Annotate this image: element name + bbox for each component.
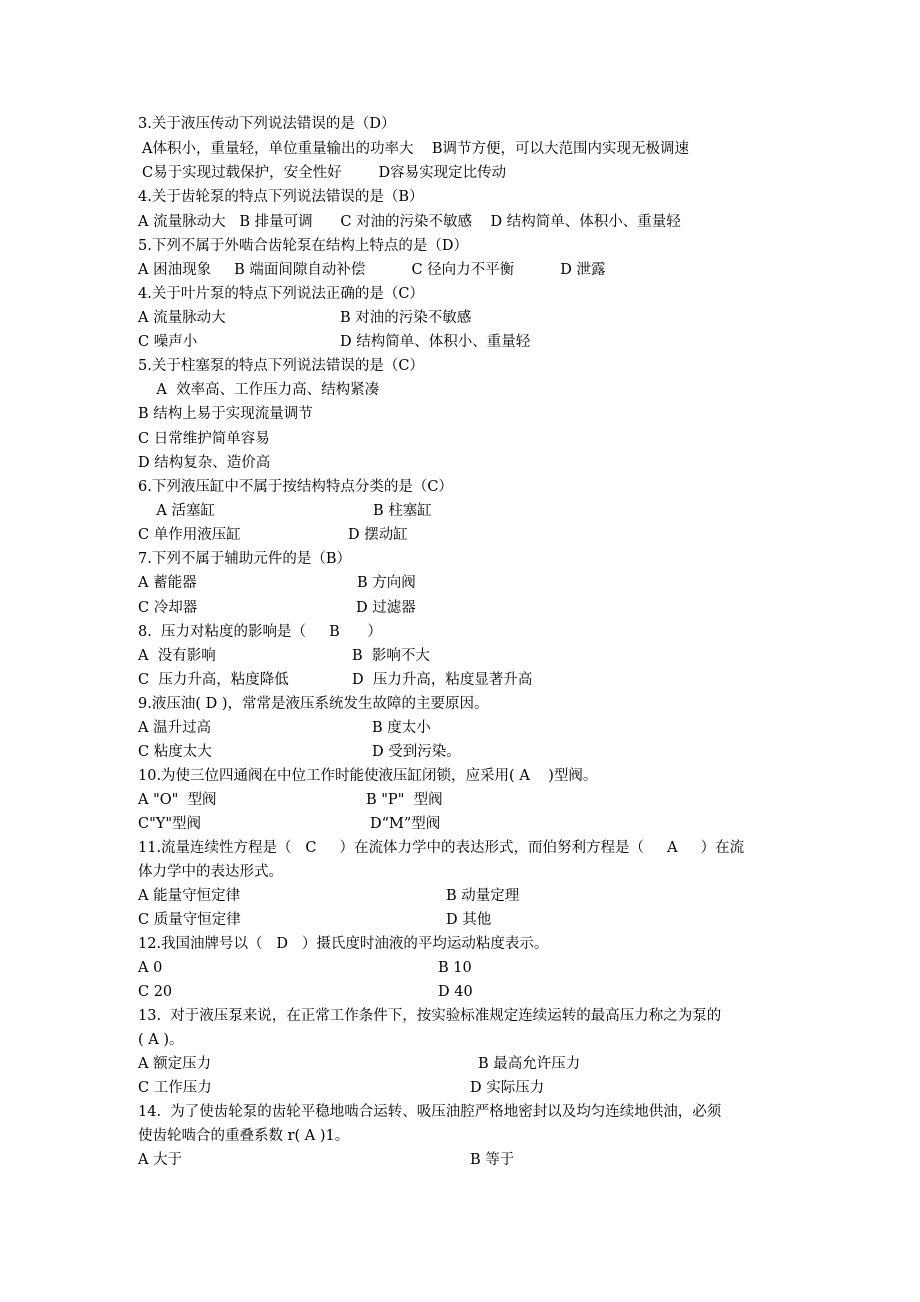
text-line (0, 860, 920, 884)
line-text: A 效率高、工作压力高、结构紧凑 (138, 382, 380, 398)
option-text: D 结构简单、体积小、重量轻 (340, 334, 531, 350)
text-line (0, 306, 920, 330)
line-text: C 噪声小 (138, 334, 198, 350)
text-line (0, 258, 920, 282)
line-text: 4.关于叶片泵的特点下列说法正确的是（C） (138, 286, 424, 302)
text-line (0, 788, 920, 812)
option-text: B 影响不大 (352, 648, 430, 664)
text-line (0, 282, 920, 306)
line-text: D 结构复杂、造价高 (138, 455, 271, 471)
line-text: B 结构上易于实现流量调节 (138, 406, 313, 422)
option-text: B 柱塞缸 (373, 503, 432, 519)
line-text: 7.下列不属于辅助元件的是（B） (138, 551, 351, 567)
text-line (0, 451, 920, 475)
line-text: C 质量守恒定律 (138, 912, 241, 928)
line-text: 使齿轮啮合的重叠系数 r( A )1。 (138, 1128, 350, 1144)
text-line (0, 547, 920, 571)
line-text: C"Y"型阀 (138, 816, 202, 832)
text-line (0, 596, 920, 620)
option-text: D 过滤器 (356, 600, 416, 616)
text-line (0, 210, 920, 234)
option-text: B 最高允许压力 (478, 1056, 581, 1072)
line-text: A 大于 (138, 1152, 183, 1168)
line-text: C 工作压力 (138, 1080, 212, 1096)
text-line (0, 620, 920, 644)
line-text: 12.我国油牌号以（ D ）摄氏度时油液的平均运动粘度表示。 (138, 936, 549, 952)
line-text: A体积小，重量轻，单位重量输出的功率大 B调节方便，可以大范围内实现无极调速 (142, 141, 690, 157)
line-text: C 日常维护简单容易 (138, 431, 270, 447)
line-text: A 活塞缸 (138, 503, 216, 519)
line-text: 3.关于液压传动下列说法错误的是（D） (138, 116, 396, 132)
line-text: A 能量守恒定律 (138, 888, 241, 904)
line-text: C 20 (138, 984, 173, 1000)
text-line (0, 884, 920, 908)
line-text: 4.关于齿轮泵的特点下列说法错误的是（B） (138, 189, 424, 205)
line-text: ( A )。 (138, 1032, 184, 1048)
option-text: D 其他 (446, 912, 492, 928)
line-text: 14. 为了使齿轮泵的齿轮平稳地啮合运转、吸压油腔严格地密封以及均匀连续地供油，必须 (138, 1104, 722, 1120)
line-text: C易于实现过载保护，安全性好 D容易实现定比传动 (142, 165, 507, 181)
text-line (0, 354, 920, 378)
option-text: B 对油的污染不敏感 (340, 310, 472, 326)
text-line (0, 644, 920, 668)
line-text: C 压力升高，粘度降低 (138, 672, 289, 688)
line-text: 10.为使三位四通阀在中位工作时能使液压缸闭锁，应采用( A )型阀。 (138, 768, 598, 784)
text-line (0, 668, 920, 692)
option-text: D 压力升高，粘度显著升高 (352, 672, 533, 688)
line-text: A 困油现象 B 端面间隙自动补偿 C 径向力不平衡 D 泄露 (138, 262, 606, 278)
option-text: B 度太小 (372, 720, 431, 736)
text-line (0, 1004, 920, 1028)
text-line (0, 980, 920, 1004)
option-text: B 方向阀 (357, 575, 416, 591)
line-text: 11.流量连续性方程是（ C ）在流体力学中的表达形式，而伯努利方程是（ A ）在流 (138, 840, 745, 856)
line-text: 9.液压油( D )，常常是液压系统发生故障的主要原因。 (138, 696, 489, 712)
line-text: A 流量脉动大 (138, 310, 226, 326)
option-text: D 摆动缸 (348, 527, 408, 543)
text-line (0, 692, 920, 716)
line-text: C 粘度太大 (138, 744, 212, 760)
text-line (0, 330, 920, 354)
line-text: 5.关于柱塞泵的特点下列说法错误的是（C） (138, 358, 424, 374)
text-line (0, 571, 920, 595)
text-line (0, 234, 920, 258)
text-line (0, 112, 920, 136)
text-line (0, 956, 920, 980)
option-text: D 40 (438, 984, 473, 1000)
option-text: D 实际压力 (470, 1080, 545, 1096)
line-text: C 单作用液压缸 (138, 527, 241, 543)
text-line (0, 812, 920, 836)
text-line (0, 1052, 920, 1076)
line-text: 13. 对于液压泵来说，在正常工作条件下，按实验标准规定连续运转的最高压力称之为泵的 (138, 1008, 722, 1024)
text-line (0, 764, 920, 788)
text-line (0, 402, 920, 426)
option-text: B 动量定理 (446, 888, 520, 904)
option-text: B 10 (438, 960, 472, 976)
line-text: A 流量脉动大 B 排量可调 C 对油的污染不敏感 D 结构简单、体积小、重量轻 (138, 214, 681, 230)
text-line (0, 908, 920, 932)
text-line (0, 475, 920, 499)
line-text: 6.下列液压缸中不属于按结构特点分类的是（C） (138, 479, 453, 495)
text-line (0, 185, 920, 209)
option-text: D 受到污染。 (372, 744, 461, 760)
line-text: A 温升过高 (138, 720, 212, 736)
line-text: A 蓄能器 (138, 575, 197, 591)
option-text: B 等于 (470, 1152, 515, 1168)
line-text: C 冷却器 (138, 600, 198, 616)
text-line (0, 1028, 920, 1052)
line-text: 5.下列不属于外啮合齿轮泵在结构上特点的是（D） (138, 238, 468, 254)
text-line (0, 740, 920, 764)
text-line (0, 1148, 920, 1172)
text-line (0, 161, 920, 185)
text-line (0, 1100, 920, 1124)
text-line (0, 378, 920, 402)
line-text: 体力学中的表达形式。 (138, 864, 283, 880)
text-line (0, 523, 920, 547)
option-text: B "P" 型阀 (366, 792, 443, 808)
text-line (0, 137, 920, 161)
text-line (0, 932, 920, 956)
text-line (0, 1124, 920, 1148)
option-text: D“M”型阀 (370, 816, 441, 832)
text-line (0, 1076, 920, 1100)
line-text: A "O" 型阀 (138, 792, 217, 808)
line-text: A 0 (138, 960, 163, 976)
line-text: 8. 压力对粘度的影响是（ B ） (138, 624, 382, 640)
text-line (0, 499, 920, 523)
text-line (0, 716, 920, 740)
text-line (0, 836, 920, 860)
line-text: A 没有影响 (138, 648, 216, 664)
line-text: A 额定压力 (138, 1056, 212, 1072)
text-line (0, 427, 920, 451)
